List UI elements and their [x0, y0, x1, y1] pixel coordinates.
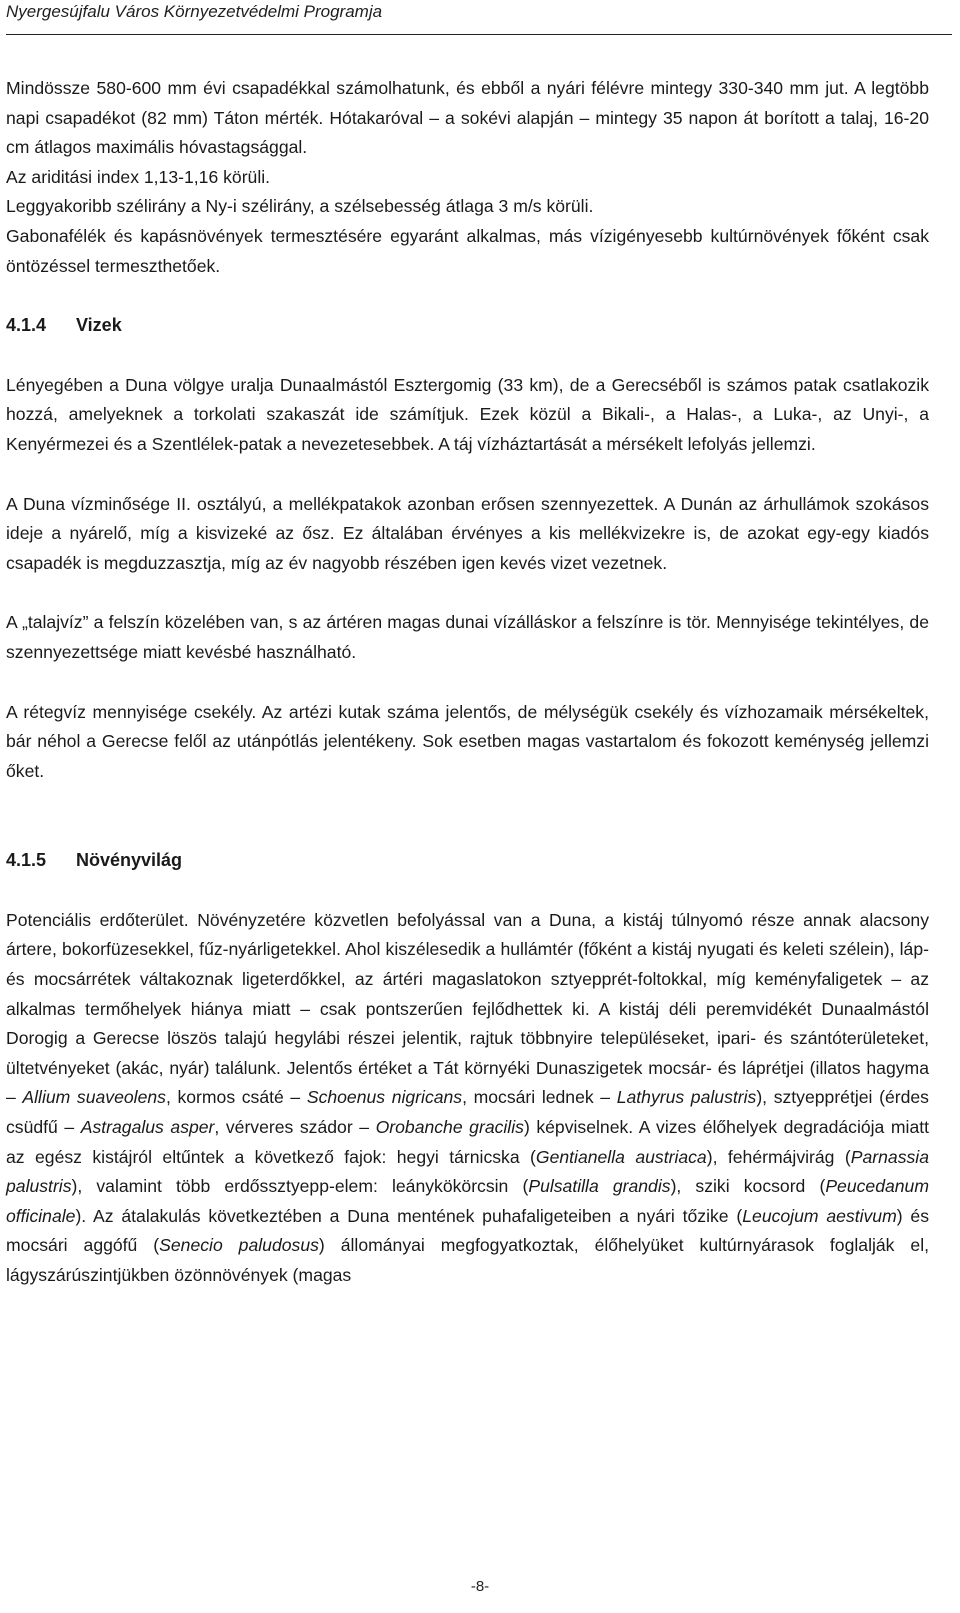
- flora-text: ). Az átalakulás következtében a Duna mentének puhafaligeteiben a nyári tőzike (: [75, 1205, 743, 1226]
- spacer: [6, 816, 929, 846]
- flora-text: , kormos csáté –: [165, 1087, 307, 1108]
- section-number: 4.1.5: [6, 850, 47, 871]
- flora-text: Potenciális erdőterület. Növényzetére közvetlen befolyással van a Duna, a kistáj túlnyomó része annak alacsony ártere, bokorfüzesekkel, fűz-nyárligetekkel. Ahol kiszélesedik a hullámtér (főként a kistáj nyugati és keleti szélein), láp- és mocsárrétek váltakoznak ligeterdőkkel, az ártéri magaslatokon sztyepprét-foltokkal, míg keményfaligetek – az alkalmas termőhelyek hiánya miatt – csak pontszerűen fejlődhettek ki. A kistáj déli peremvidékét Dunaalmástól Dorogig a Gerecse löszös talajú hegylábi részei jelentik, rajtuk többnyire településeket, ipari- és szántóterületeket, ültetvényeket (akác, nyár) találunk. Jelentős értéket a Tát környéki Dunaszigetek mocsár- és láprétjei (illatos hagyma –: [6, 909, 929, 1108]
- flora-text: , mocsári lednek –: [462, 1087, 617, 1108]
- climate-paragraph-agriculture: Gabonafélék és kapásnövények termesztésére egyaránt alkalmas, más vízigényesebb kultúrnövények főként csak öntözéssel termeszthetőek.: [6, 225, 929, 276]
- section-heading-flora: [6, 846, 929, 876]
- species-name: Orobanche gracilis: [375, 1117, 524, 1138]
- climate-paragraph-aridity: Az ariditási index 1,13-1,16 körüli.: [6, 166, 271, 187]
- climate-paragraph-precipitation: Mindössze 580-600 mm évi csapadékkal számolhatunk, és ebből a nyári félévre mintegy 330-340 mm jut. A legtöbb napi csapadékot (82 mm) Táton mérték. Hótakaróval – a sokévi alapján – mintegy 35 napon át borított a talaj, 16-20 cm átlagos maximális hóvastagsággal.: [6, 78, 929, 158]
- page-content: [6, 74, 929, 1291]
- species-name: Leucojum aestivum: [742, 1205, 897, 1226]
- header-divider: [6, 34, 952, 35]
- flora-text: ), valamint több erdőssztyepp-elem: leánykökörcsin (: [71, 1176, 529, 1197]
- species-name: Peucedanum officinale: [6, 1176, 929, 1226]
- flora-text: ) állományai megfogyatkoztak, élőhelyüket kultúrnyárasok foglalják el, lágyszárúszintjükben özönnövények (magas: [6, 1235, 929, 1285]
- flora-paragraph: [6, 906, 929, 1291]
- species-name: Schoenus nigricans: [306, 1087, 463, 1108]
- waters-paragraph-stratum-water: A rétegvíz mennyisége csekély. Az artézi kutak száma jelentős, de mélységük csekély és vízhozamaik mérsékeltek, bár néhol a Gerecse felől az utánpótlás jelentékeny. Sok esetben magas vastartalom és fokozott keménység jellemzi őket.: [6, 701, 929, 781]
- running-header: Nyergesújfalu Város Környezetvédelmi Programja: [6, 2, 383, 21]
- flora-text: ) képviselnek. A vizes élőhelyek degradációja miatt az egész kistájról eltűntek a következő fajok: hegyi tárnicska (: [6, 1117, 930, 1167]
- species-name: Lathyrus palustris: [616, 1087, 757, 1108]
- spacer: [6, 876, 929, 906]
- spacer: [6, 668, 929, 698]
- species-name: Senecio paludosus: [159, 1235, 319, 1256]
- section-title: Vizek: [76, 315, 122, 336]
- flora-text: ) és mocsári aggófű (: [6, 1205, 929, 1256]
- section-title: Növényvilág: [76, 850, 183, 871]
- section-number: 4.1.4: [6, 315, 47, 336]
- spacer: [6, 341, 929, 371]
- waters-paragraph-groundwater: A „talajvíz” a felszín közelében van, s az ártéren magas dunai vízálláskor a felszínre is tör. Mennyisége tekintélyes, de szennyezettsége miatt kevésbé használható.: [6, 612, 929, 662]
- section-heading-waters: [6, 311, 929, 341]
- spacer: [6, 460, 929, 490]
- flora-text: , vérveres szádor –: [214, 1117, 376, 1138]
- page-number: -8-: [470, 1578, 490, 1595]
- spacer: [6, 281, 929, 311]
- climate-paragraph-wind: Leggyakoribb szélirány a Ny-i szélirány, a szélsebesség átlaga 3 m/s körüli.: [6, 196, 594, 217]
- species-name: Allium suaveolens: [22, 1087, 166, 1108]
- species-name: Pulsatilla grandis: [528, 1176, 671, 1197]
- species-name: Parnassia palustris: [6, 1146, 929, 1197]
- spacer: [6, 578, 929, 608]
- species-name: Astragalus asper: [80, 1117, 215, 1138]
- spacer: [6, 786, 929, 816]
- waters-paragraph-danube-valley: Lényegében a Duna völgye uralja Dunaalmástól Esztergomig (33 km), de a Gerecséből is számos patak csatlakozik hozzá, amelyeknek a torkolati szakaszát ide számítjuk. Ezek közül a Bikali-, a Halas-, a Luka-, az Unyi-, a Kenyérmezei és a Szentlélek-patak a nevezetesebbek. A táj vízháztartását a mérsékelt lefolyás jellemzi.: [6, 374, 929, 454]
- species-name: Gentianella austriaca: [535, 1146, 707, 1167]
- flora-text: ), sztyepprétjei (érdes csüdfű –: [6, 1087, 929, 1138]
- flora-text: ), fehérmájvirág (: [706, 1146, 851, 1167]
- flora-text: ), sziki kocsord (: [670, 1176, 826, 1197]
- waters-paragraph-water-quality: A Duna vízminősége II. osztályú, a mellékpatakok azonban erősen szennyezettek. A Dunán az árhullámok szokásos ideje a nyárelő, míg a kisvizeké az ősz. Ez általában érvényes a kis mellékvizekre is, de azokat egy-egy kiadós csapadék is megduzzasztja, míg az év nagyobb részében igen kevés vizet vezetnek.: [6, 493, 929, 573]
